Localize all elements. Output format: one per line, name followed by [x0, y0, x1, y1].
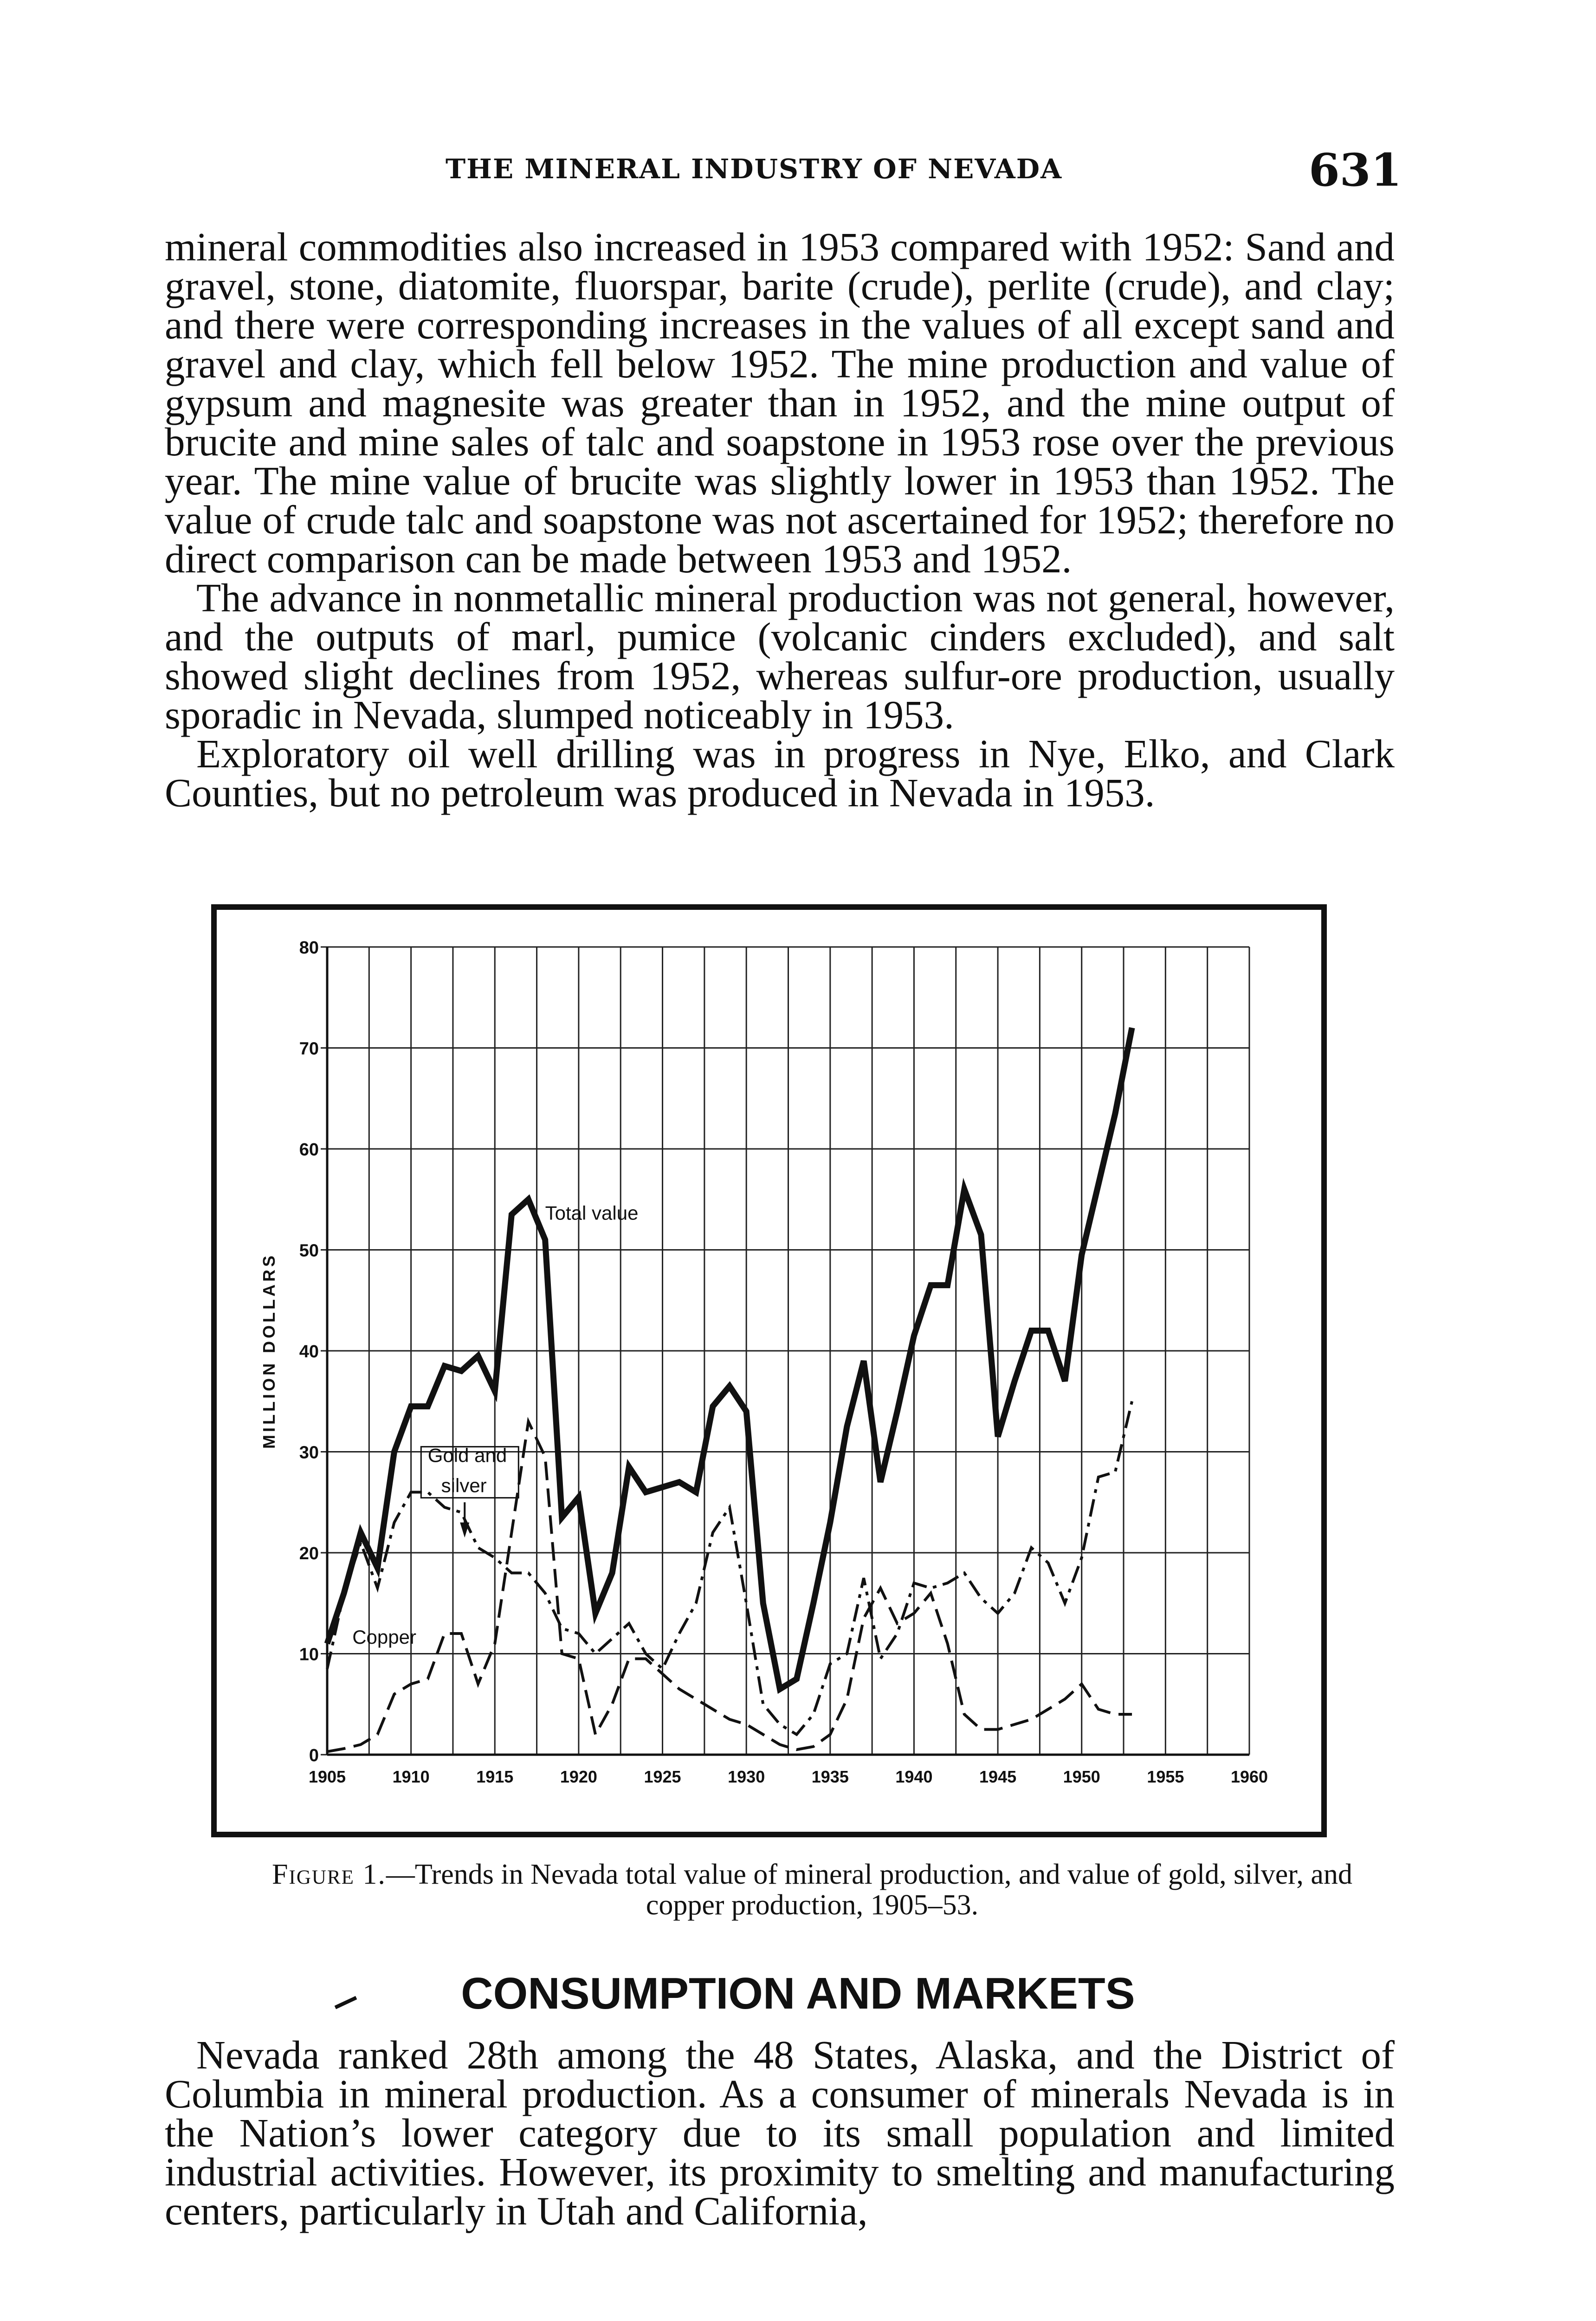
y-tick-label: 30	[299, 1443, 319, 1463]
body-text-top	[165, 224, 1395, 815]
x-tick-label: 1930	[728, 1767, 765, 1786]
y-tick-label: 80	[299, 938, 319, 958]
x-tick-label: 1910	[392, 1767, 430, 1786]
annotation-label: Gold and	[427, 1444, 507, 1466]
figure-caption-text: —Trends in Nevada total value of mineral production, and value of gold, silver, and copper production, 1905–53.	[386, 1859, 1352, 1921]
x-tick-label: 1955	[1147, 1767, 1184, 1786]
x-tick-label: 1905	[308, 1767, 346, 1786]
figure-caption-label: Figure 1.	[272, 1859, 386, 1890]
total-value-line	[327, 1028, 1132, 1689]
figure-1-frame	[211, 904, 1327, 1837]
section-heading: CONSUMPTION AND MARKETS	[461, 1969, 1135, 2018]
paragraph-nonmetallic: The advance in nonmetallic mineral production was not general, however, and the outputs of marl, pumice (volcanic cinders excluded), and salt showed slight declines from 1952, whereas sulfur-ore production, usually sporadic in Nevada, slumped noticeably in 1953.	[165, 575, 1395, 737]
trend-chart	[217, 910, 1321, 1832]
figure-caption	[232, 1859, 1392, 1920]
y-tick-label: 50	[299, 1241, 319, 1261]
y-tick-label: 40	[299, 1342, 319, 1361]
y-axis-label: MILLION DOLLARS	[259, 1253, 278, 1449]
y-tick-label: 20	[299, 1544, 319, 1563]
paragraph-oil-drilling: Exploratory oil well drilling was in progress in Nye, Elko, and Clark Counties, but no petroleum was produced in Nevada in 1953.	[165, 731, 1395, 815]
x-tick-label: 1950	[1063, 1767, 1100, 1786]
y-tick-label: 10	[299, 1645, 319, 1665]
annotation-label: Total value	[545, 1202, 639, 1224]
x-tick-label: 1945	[979, 1767, 1017, 1786]
x-tick-label: 1915	[476, 1767, 514, 1786]
paragraph-consumption: Nevada ranked 28th among the 48 States, Alaska, and the District of Columbia in mineral production. As a consumer of minerals Nevada is in the Nation’s lower category due to its small population and limited industrial activities. However, its proximity to smelting and manufacturing centers, particularly in Utah and California,	[165, 2032, 1395, 2233]
page-number: 631	[1309, 144, 1402, 196]
running-head	[0, 144, 1596, 195]
arrowhead-icon	[460, 1523, 469, 1538]
running-title: THE MINERAL INDUSTRY OF NEVADA	[446, 153, 1063, 185]
y-tick-label: 70	[299, 1039, 319, 1059]
annotation-label: silver	[441, 1474, 487, 1497]
annotation-label: Copper	[352, 1626, 416, 1648]
paragraph-continued: mineral commodities also increased in 1953 compared with 1952: Sand and gravel, stone, diatomite, fluorspar, barite (crude), perlite (crude), and clay; and there were corresponding increases in the values of all except sand and gravel and clay, which fell below 1952. The mine production and value of gypsum and magnesite was greater than in 1952, and the mine output of brucite and mine sales of talc and soapstone in 1953 rose over the previous year. The mine value of brucite was slightly lower in 1953 than 1952. The value of crude talc and soapstone was not ascertained for 1952; therefore no direct comparison can be made between 1953 and 1952.	[165, 224, 1395, 581]
y-tick-label: 0	[309, 1746, 319, 1765]
x-tick-label: 1940	[895, 1767, 933, 1786]
x-tick-label: 1920	[560, 1767, 597, 1786]
body-text-bottom	[165, 2032, 1395, 2233]
copper-line	[327, 1421, 1132, 1751]
x-tick-label: 1925	[644, 1767, 681, 1786]
x-tick-label: 1935	[811, 1767, 849, 1786]
y-tick-label: 60	[299, 1140, 319, 1160]
x-tick-label: 1960	[1230, 1767, 1268, 1786]
